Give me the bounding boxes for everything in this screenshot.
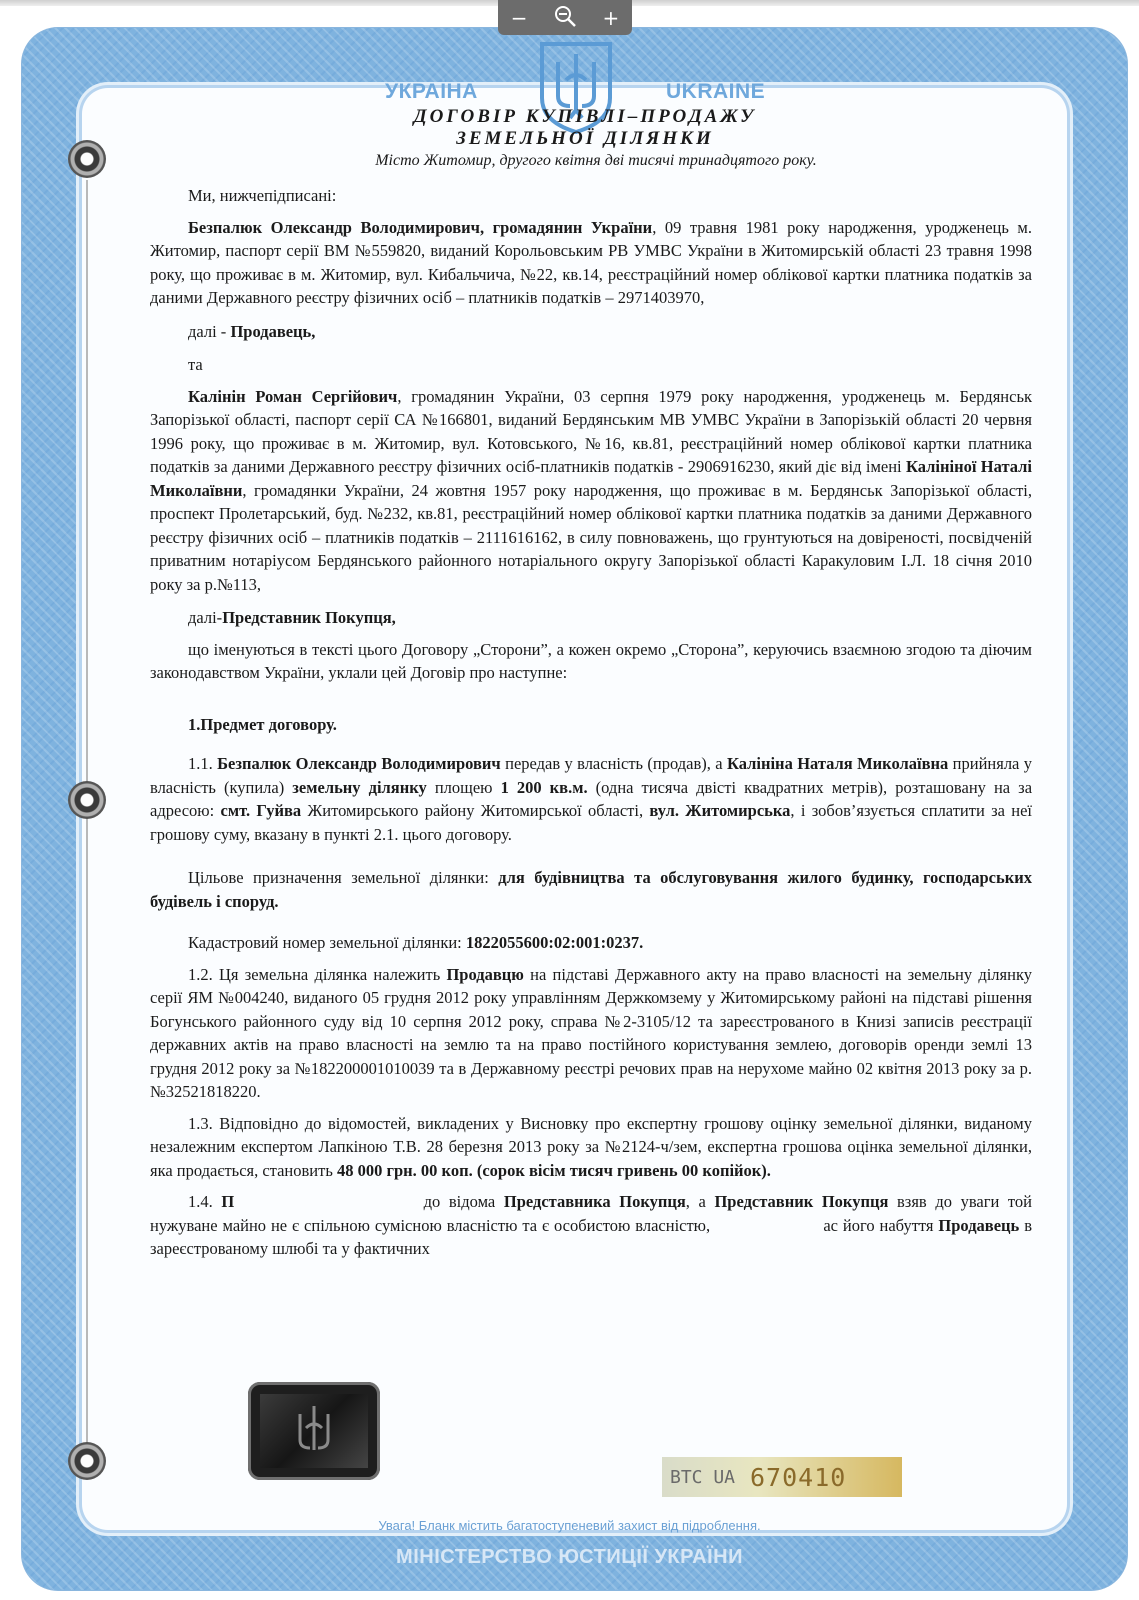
- clause-1-4-text-3: , а: [685, 1192, 715, 1211]
- clause-1-3: [150, 1112, 1032, 1183]
- seller-role-line: [150, 320, 1032, 344]
- binding-hole-middle: [68, 781, 106, 819]
- hologram-trident-icon: [260, 1394, 368, 1468]
- clause-1-1-text-5: Житомирського району Житомирської області,: [301, 801, 650, 820]
- clause-1-1-text-2: прийняла у власність (купила): [150, 754, 1032, 797]
- binding-hole-top: [68, 140, 106, 178]
- seller-role: Продавець,: [230, 321, 316, 341]
- clause-1-1-buyer: Калініна Наталя Миколаївна: [726, 754, 949, 773]
- section-1-title: [150, 713, 1032, 737]
- clause-1-4-bold-3: Представник Покупця: [714, 1192, 889, 1211]
- cadastral-line: [150, 931, 1032, 955]
- seller-details: , 09 травня 1981 року народження, уродженець м. Житомир, паспорт серії ВМ №559820, виданий Корольовським РВ УМВС України в Житомирській області 23 травня 1998 року, що проживає в м. Житомир, вул. Кибальчича, №22, кв.14, реєстраційний номер облікової картки платника податків за даними Державного реєстру фізичних осіб – платників податків – 2971403970,: [150, 217, 1032, 307]
- title-line-2: ЗЕМЕЛЬНОЇ ДІЛЯНКИ: [456, 128, 714, 149]
- header-country-en: UKRAINE: [666, 80, 766, 103]
- clause-1-1: [150, 752, 1032, 846]
- clause-1-3-text: 1.3. Відповідно до відомостей, викладених у Висновку про експертну грошову оцінку земельної ділянки, виданому незалежним експертом Лапкіною Т.В. 28 березня 2013 року за №2124-ч/зем, експертна грошова оцінка земельної ділянки, яка продається, становить: [150, 1113, 1032, 1180]
- buyer-role-line: [150, 606, 1032, 630]
- clause-1-1-text-4: (одна тисяча двісті квадратних метрів), розташовану на за адресою:: [150, 777, 1033, 820]
- title-line-1: ДОГОВІР КУПІВЛІ–ПРОДАЖУ: [413, 106, 757, 127]
- seller-name: Безпалюк Олександр Володимирович: [188, 217, 480, 237]
- clause-1-1-num: 1.1.: [188, 754, 218, 773]
- clause-1-1-text-6: , і зобов’язується сплатити за неї грошову суму, вказану в пункті 2.1. цього договору.: [150, 801, 1032, 844]
- clause-1-4-text-2: до відома: [234, 1192, 504, 1211]
- place-date: Місто Житомир, другого квітня дві тисячі тринадцятого року.: [375, 152, 817, 169]
- zoom-in-button[interactable]: +: [602, 5, 620, 30]
- seller-role-prefix: далі -: [188, 321, 231, 341]
- clause-1-1-text-1: передав у власність (продав), а: [500, 754, 727, 773]
- principal-name: Калініної Наталі Миколаївни: [150, 457, 1032, 500]
- and-line: та: [188, 355, 203, 374]
- zoom-out-button[interactable]: −: [510, 5, 528, 30]
- zoom-magnifier-icon[interactable]: [553, 4, 577, 31]
- buyer-details-1: , громадянин України, 03 серпня 1979 року народження, уродженець м. Бердянськ Запорізької області, паспорт серії СА №166801, виданий Бердянським МВ УМВС України в Запорізькій області 20 червня 1996 року, що проживає в м. Житомир, вул. Котовського, №16, кв.81, реєстраційний номер облікової картки платника податків за даними Державного реєстру фізичних осіб-платників податків - 2906916230, який діє від імені: [150, 386, 1032, 476]
- clause-1-1-object: земельну ділянку: [292, 777, 427, 797]
- cadastral-label: Кадастровий номер земельної ділянки:: [188, 933, 466, 952]
- purpose-paragraph: [150, 866, 1032, 913]
- buyer-details-2: , громадянки України, 24 жовтня 1957 року народження, що проживає в м. Бердянськ Запорізької області, проспект Пролетарський, буд. №232, кв.81, реєстраційний номер облікової картки платника податків за даними Державного реєстру фізичних осіб – платників податків – 2111616162, в силу повноважень, що грунтуються на довіреності, посвідченій приватним нотаріусом Бердянського районного нотаріального округу Запорізької області Каракуловим І.Л. 18 січня 2010 року за р.№113,: [150, 480, 1032, 594]
- section-1-title-text: 1.Предмет договору.: [188, 714, 337, 734]
- binding-hole-bottom: [68, 1442, 106, 1480]
- seller-paragraph: [150, 216, 1032, 310]
- purpose-label: Цільове призначення земельної ділянки:: [188, 868, 499, 887]
- cadastral-value: 1822055600:02:001:0237.: [465, 933, 644, 952]
- contract-text: [150, 106, 1127, 1261]
- serial-number: 670410: [750, 1463, 847, 1492]
- clause-1-1-street: вул. Житомирська: [649, 801, 791, 820]
- parties-paragraph: що іменуються в тексті цього Договору „Сторони”, а кожен окремо „Сторона”, керуючись взаємною згодою та діючим законодавством України, уклали цей Договір про наступне:: [150, 639, 1032, 682]
- buyer-role: Представник Покупця,: [222, 608, 396, 627]
- seller-citizenship: , громадянин України: [479, 217, 653, 237]
- footer-warning: Увага! Бланк містить багатоступеневий захист від підроблення.: [378, 1518, 761, 1533]
- buyer-role-prefix: далі-: [188, 608, 223, 627]
- serial-series: ВТС UA: [670, 1467, 736, 1488]
- clause-1-1-text-3: площею: [426, 777, 501, 797]
- clause-1-4-text-4: взяв до уваги той нужуване майно не є спільною сумісною власністю та є особистою власністю, ас його набуття: [150, 1192, 1127, 1235]
- clause-1-4-text-1: 1.4.: [188, 1192, 222, 1211]
- clause-1-2-text-2: на підставі Державного акту на право власності на земельну ділянку серії ЯМ №004240, виданого 05 грудня 2012 року управлінням Держкомзему у Житомирському районі на підставі рішення Богунського районного суду від 10 серпня 2012 року, справа №2-3105/12 та зареєстрованого в Книзі записів реєстрації державних актів на право власності на землю та на право постійного користування землею, договорів оренди землі 13 грудня 2012 року за №182200001010039 та в Державному реєстрі речових прав на нерухоме майно 02 квітня 2013 року за р.№32521818220.: [150, 964, 1032, 1101]
- clause-1-1-seller: Безпалюк Олександр Володимирович: [217, 754, 501, 773]
- clause-1-2-seller: Продавцю: [446, 964, 524, 984]
- clause-1-3-price: 48 000 грн. 00 коп. (сорок вісім тисяч гривень 00 копійок).: [336, 1160, 771, 1180]
- hologram-sticker: [248, 1382, 380, 1480]
- clause-1-4: [150, 1190, 1127, 1261]
- intro-line: Ми, нижчепідписані:: [188, 186, 337, 205]
- clause-1-2: [150, 963, 1032, 1104]
- buyer-name: Калінін Роман Сергійович: [188, 386, 398, 406]
- clause-1-4-bold-2: Представника Покупця: [503, 1192, 686, 1211]
- clause-1-4-bold-1: П: [221, 1192, 235, 1211]
- clause-1-2-text-1: 1.2. Ця земельна ділянка належить: [188, 964, 447, 984]
- header-country-ua: УКРАЇНА: [385, 80, 478, 103]
- buyer-paragraph: [150, 385, 1032, 597]
- clause-1-1-area: 1 200 кв.м.: [500, 777, 588, 797]
- clause-1-4-text-5: в зареєстрованому шлюбі та у фактичних: [150, 1215, 1037, 1258]
- clause-1-1-settlement: смт. Гуйва: [220, 801, 302, 820]
- purpose-value: для будівництва та обслуговування жилого будинку, господарських будівель і споруд.: [150, 868, 1032, 911]
- footer-ministry: МІНІСТЕРСТВО ЮСТИЦІЇ УКРАЇНИ: [396, 1546, 743, 1568]
- serial-number-label: [662, 1457, 902, 1497]
- zoom-controls: [498, 0, 632, 35]
- clause-1-4-bold-4: Продавець: [938, 1215, 1020, 1235]
- contract-title: [138, 106, 1032, 150]
